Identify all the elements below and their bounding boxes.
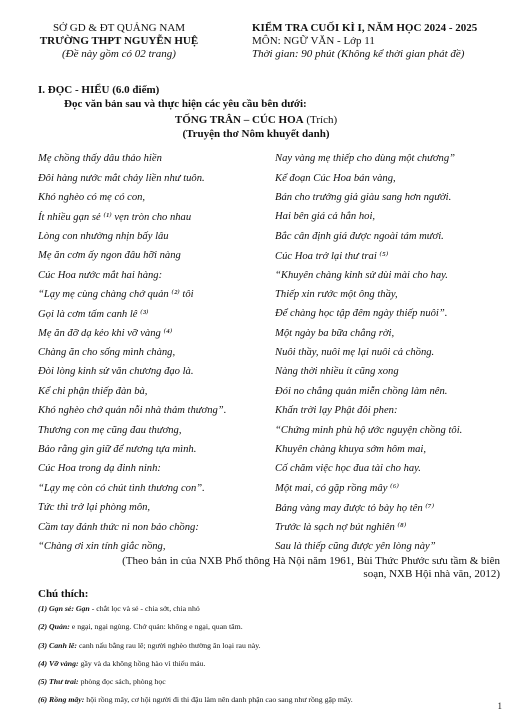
poem-row — [38, 246, 506, 265]
note-term: (3) Canh lê: — [38, 640, 77, 650]
poem-verse-right: Một ngày ba bữa chẳng rời, — [275, 327, 395, 339]
poem-verse-left: Mẹ ăn cơm ấy ngon đâu hỡi nàng — [38, 250, 181, 262]
poem-verse-left: Khó nghèo chớ quản nỗi nhà thảm thương”. — [38, 405, 227, 417]
poem-verse-left: Gọi là cơm tấm canh lê ⁽³⁾ — [38, 308, 149, 320]
note-item — [38, 658, 508, 676]
poem-row — [38, 149, 506, 168]
page-number: 1 — [497, 701, 502, 711]
poem-body — [38, 149, 506, 556]
poem-verse-right: “Khuyên chàng kinh sử dùi mài cho hay. — [275, 269, 448, 281]
poem-row — [38, 168, 506, 187]
note-term: (6) Rồng mây: — [38, 695, 85, 705]
header-right — [252, 22, 502, 61]
poem-verse-left: Đòi lòng kinh sử văn chương đạo là. — [38, 366, 194, 378]
note-term: (5) Thư trai: — [38, 677, 79, 687]
poem-row — [38, 188, 506, 207]
note-text: gầy và da không hồng hào vì thiếu máu. — [78, 658, 206, 668]
note-term: (1) Gạn sẻ: Gạn — [38, 604, 90, 613]
poem-verse-right: Thiếp xin rước một ông thầy, — [275, 288, 398, 300]
source-line: (Theo bản in của NXB Phổ thông Hà Nội năm 1961, Bùi Thức Phước sưu tầm & biên — [122, 555, 500, 567]
poem-verse-right: Cố chăm việc học đua tài cho hay. — [275, 463, 421, 475]
poem-verse-left: Mẹ chồng thấy dâu thảo hiền — [38, 153, 162, 165]
poem-verse-right: Bán cho trưởng giả giàu sang hơn người. — [275, 191, 452, 203]
poem-verse-left: “Chàng ơi xin tính giắc nồng, — [38, 541, 166, 552]
poem-row — [38, 420, 506, 439]
poem-verse-left: Thương con mẹ cũng đau thương, — [38, 424, 182, 436]
poem-verse-right: Cúc Hoa trở lại thư trai ⁽⁵⁾ — [275, 250, 389, 262]
poem-row — [38, 517, 506, 536]
poem-verse-right: Kể đoạn Cúc Hoa bán vàng, — [275, 172, 396, 184]
note-text: canh nấu bằng rau lê; người nghèo thường ăn loại rau này. — [77, 640, 261, 650]
poem-verse-right: Để chàng học tập đêm ngày thiếp nuôi”. — [275, 308, 448, 320]
poem-verse-left: Cầm tay đánh thức ni non bảo chồng: — [38, 521, 199, 533]
header-left — [14, 22, 224, 61]
note-text: phòng đọc sách, phòng học — [78, 677, 166, 687]
notes-title: Chú thích: — [38, 588, 89, 600]
poem-verse-left: Khó nghèo có mẹ có con, — [38, 191, 146, 203]
poem-verse-left: “Lạy mẹ còn có chút tình thương con”. — [38, 482, 205, 494]
poem-row — [38, 537, 506, 556]
poem-verse-left: Đôi hàng nước mắt chảy liền như tuôn. — [38, 172, 205, 184]
instruction: Đọc văn bản sau và thực hiện các yêu cầu bên dưới: — [64, 98, 307, 110]
source-citation — [80, 555, 500, 581]
poem-verse-left: Mẹ ăn đỡ dạ kẻo khi vỡ vàng ⁽⁴⁾ — [38, 328, 173, 340]
poem-verse-right: Bắc cân định giá được ngoài tám mươi. — [275, 230, 444, 242]
poem-verse-left: Chàng ăn cho sống mình chàng, — [38, 347, 176, 359]
time-line: Thời gian: 90 phút (Không kể thời gian phát đề) — [252, 48, 465, 60]
poem-verse-right: Hai bên giá cả hẳn hoi, — [275, 211, 376, 223]
poem-verse-left: Lòng con nhường nhịn bấy lâu — [38, 230, 169, 242]
notes-list — [38, 603, 508, 713]
poem-verse-right: Sau là thiếp cũng được yên lòng này” — [275, 541, 436, 552]
note-term: (2) Quản: — [38, 622, 70, 632]
poem-row — [38, 324, 506, 343]
poem-verse-right: Khuyên chàng khuya sớm hôm mai, — [275, 444, 426, 456]
poem-row — [38, 227, 506, 246]
poem-verse-right: Khấn trời lạy Phật đôi phen: — [275, 405, 398, 417]
poem-verse-left: Tức thì trở lại phòng môn, — [38, 502, 151, 514]
poem-row — [38, 459, 506, 478]
poem-row — [38, 382, 506, 401]
poem-verse-right: Nàng thời nhiều ít cũng xong — [275, 366, 399, 378]
note-item — [38, 621, 508, 639]
subject-line: MÔN: NGỮ VĂN - Lớp 11 — [252, 35, 375, 47]
poem-title-line — [0, 114, 512, 126]
poem-title-note: (Trích) — [303, 114, 338, 126]
poem-row — [38, 362, 506, 381]
poem-verse-left: “Lạy mẹ cùng chàng chớ quản ⁽²⁾ tôi — [38, 289, 194, 301]
poem-row — [38, 498, 506, 517]
poem-row — [38, 304, 506, 323]
poem-row — [38, 343, 506, 362]
poem-verse-right: Bảng vàng may được tỏ bày họ tên ⁽⁷⁾ — [275, 502, 435, 514]
poem-row — [38, 207, 506, 226]
poem-subtitle: (Truyện thơ Nôm khuyết danh) — [182, 128, 330, 140]
note-item — [38, 676, 508, 694]
poem-verse-left: Kể chi phận thiếp đàn bà, — [38, 385, 148, 397]
note-item — [38, 603, 508, 621]
page-count-note: (Đề này gồm có 02 trang) — [62, 48, 176, 60]
poem-verse-right: Trước là sạch nợ bút nghiên ⁽⁸⁾ — [275, 522, 407, 534]
poem-verse-right: “Chứng minh phù hộ ước nguyện chồng tôi. — [275, 424, 463, 436]
poem-row — [38, 265, 506, 284]
exam-title: KIỂM TRA CUỐI KÌ I, NĂM HỌC 2024 - 2025 — [252, 22, 478, 34]
note-item — [38, 640, 508, 658]
poem-verse-right: Nuôi thầy, nuôi mẹ lại nuôi cả chồng. — [275, 347, 435, 359]
poem-row — [38, 285, 506, 304]
poem-row — [38, 401, 506, 420]
poem-row — [38, 479, 506, 498]
note-text: - chắt lọc và sẻ - chia sớt, chia nhỏ — [89, 604, 200, 613]
poem-verse-left: Cúc Hoa trong dạ đinh ninh: — [38, 463, 161, 475]
note-text: e ngại, ngại ngùng. Chớ quản: không e ngại, quan tâm. — [69, 622, 243, 632]
note-term: (4) Vỡ vàng: — [38, 658, 79, 668]
poem-verse-left: Cúc Hoa nước mắt hai hàng: — [38, 269, 163, 281]
poem-verse-left: Bảo rằng gìn giữ để nương tựa mình. — [38, 444, 197, 456]
poem-row — [38, 440, 506, 459]
poem-title: TỐNG TRÂN – CÚC HOA — [174, 114, 304, 126]
note-item — [38, 694, 508, 712]
source-line: soạn, NXB Hội nhà văn, 2012) — [363, 568, 500, 580]
poem-verse-right: Đói no chẳng quản miễn chồng làm nên. — [275, 385, 448, 397]
note-text: hội rồng mây, cơ hội người đi thi đậu làm nên danh phận cao sang như rồng gặp mây. — [84, 695, 353, 705]
poem-verse-left: Ít nhiều gạn sẻ ⁽¹⁾ vẹn tròn cho nhau — [38, 211, 192, 223]
section-title: I. ĐỌC - HIỂU (6.0 điểm) — [38, 84, 160, 96]
poem-verse-right: Nay vàng mẹ thiếp cho dùng một chương” — [275, 153, 456, 165]
school-name: TRƯỜNG THPT NGUYỄN HUỆ — [39, 35, 199, 47]
poem-verse-right: Một mai, có gặp rồng mây ⁽⁶⁾ — [275, 483, 399, 495]
department-name: SỞ GD & ĐT QUẢNG NAM — [52, 22, 186, 34]
